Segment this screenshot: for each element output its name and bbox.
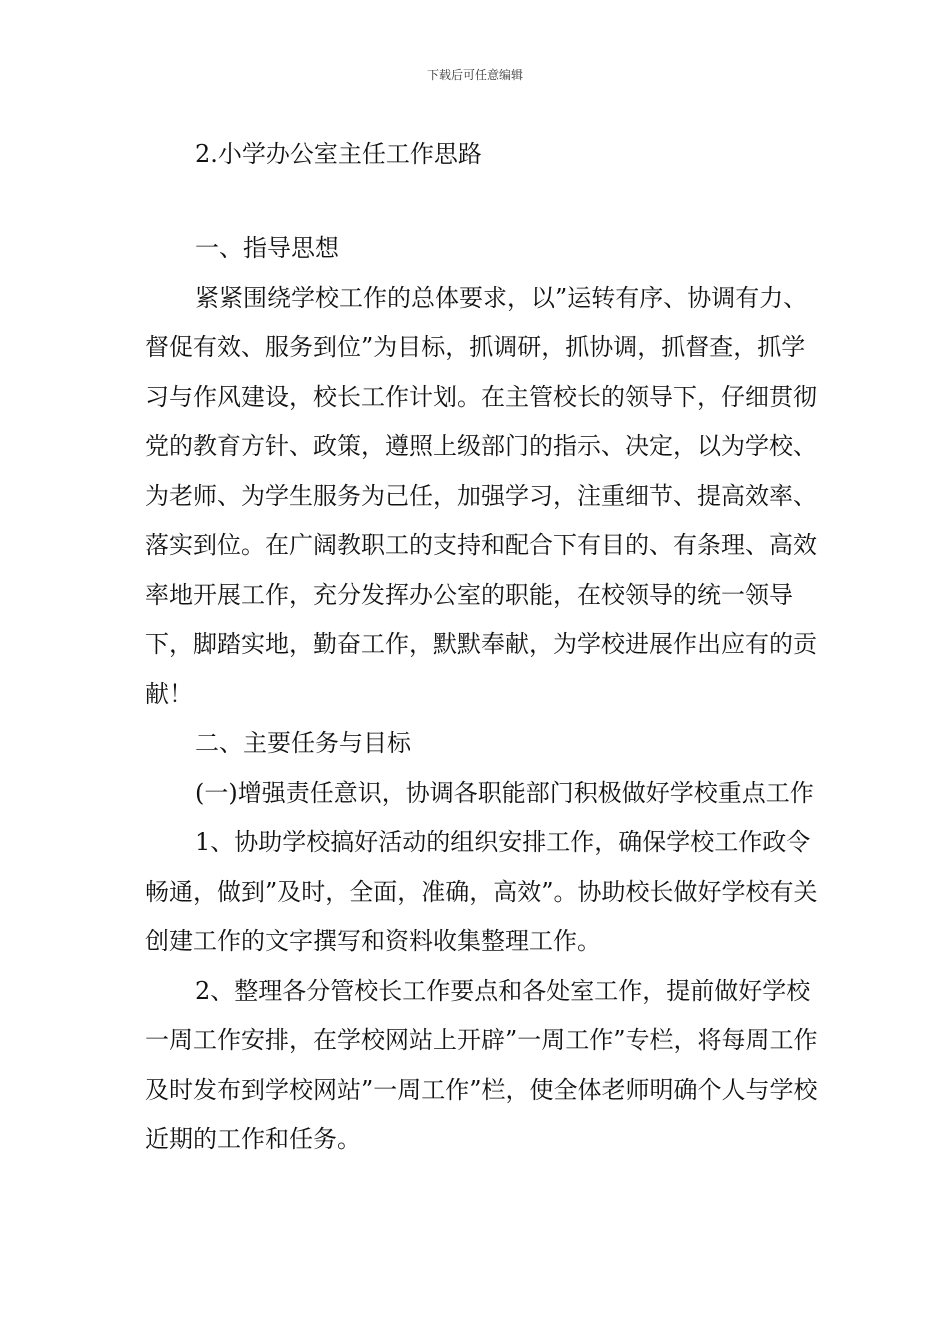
list-item-1: 1、协助学校搞好活动的组织安排工作，确保学校工作政令畅通，做到”及时，全面，准确，高效”。协助校长做好学校有关创建工作的文字撰写和资料收集整理工作。: [145, 828, 818, 955]
section-heading-guiding-ideology: 一、指导思想: [195, 234, 339, 262]
paragraph-guiding-ideology: 紧紧围绕学校工作的总体要求，以”运转有序、协调有力、督促有效、服务到位”为目标，抓调研，抓协调，抓督查，抓学习与作风建设，校长工作计划。在主管校长的领导下，仔细贯彻党的教育方针、政策，遵照上级部门的指示、决定，以为学校、为老师、为学生服务为己任，加强学习，注重细节、提高效率、落实到位。在广阔教职工的支持和配合下有目的、有条理、高效率地开展工作，充分发挥办公室的职能，在校领导的统一领导下，脚踏实地，勤奋工作，默默奉献，为学校进展作出应有的贡献！: [145, 283, 817, 708]
document-title: 2.小学办公室主任工作思路: [195, 140, 482, 168]
subsection-heading-responsibility: (一)增强责任意识，协调各职能部门积极做好学校重点工作: [195, 778, 814, 807]
document-body: [145, 224, 825, 1165]
page-header: 下载后可任意编辑: [426, 68, 523, 82]
list-item-2: 2、整理各分管校长工作要点和各处室工作，提前做好学校一周工作安排，在学校网站上开辟”一周工作”专栏，将每周工作及时发布到学校网站”一周工作”栏，使全体老师明确个人与学校近期的工作和任务。: [145, 976, 818, 1153]
section-heading-main-tasks: 二、主要任务与目标: [195, 729, 411, 757]
